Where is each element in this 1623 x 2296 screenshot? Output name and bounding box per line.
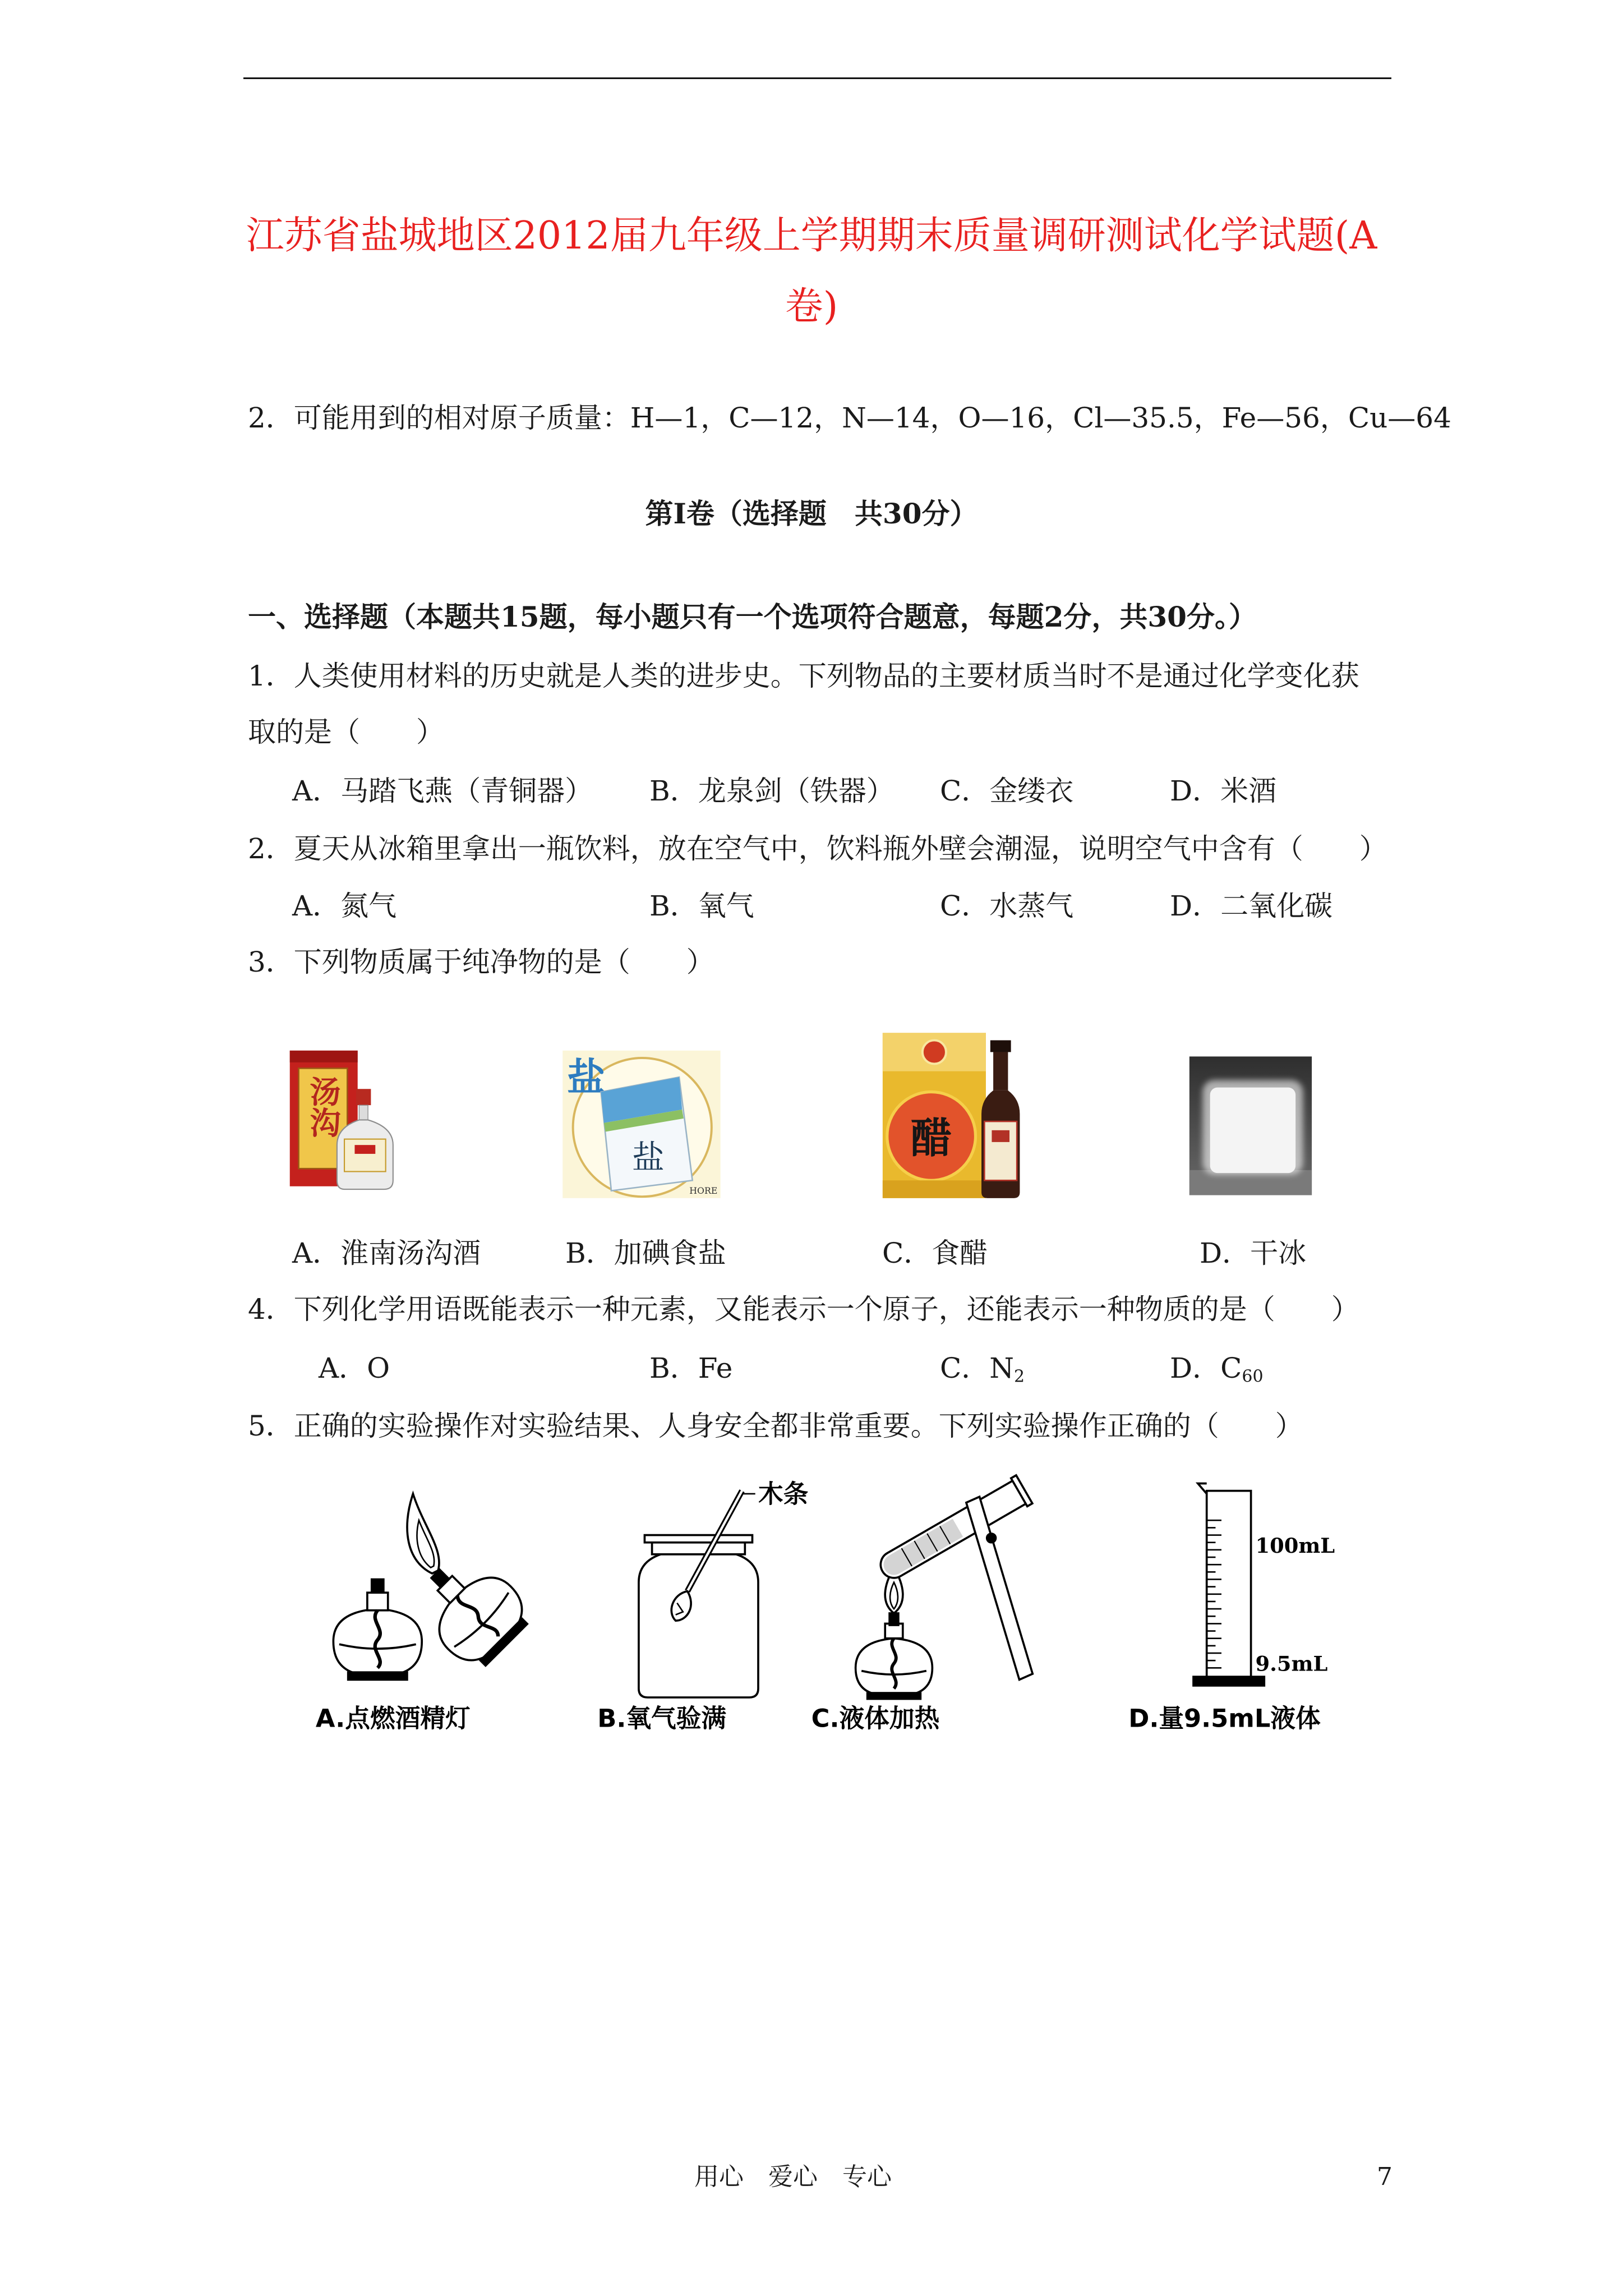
question-1-stem-line-1: 1．人类使用材料的历史就是人类的进步史。下列物品的主要材质当时不是通过化学变化获 <box>248 660 1359 692</box>
question-1-option-d: D．米酒 <box>1170 775 1277 807</box>
test-tube <box>874 1475 1032 1585</box>
option-text: B．Fe <box>649 1352 733 1384</box>
photo-a-liquor <box>290 1051 393 1189</box>
option-text: A．O <box>319 1352 390 1384</box>
question-4-option-c <box>940 1351 1025 1385</box>
vinegar-box-text: 醋 <box>910 1114 952 1163</box>
section-heading: 一、选择题（本题共15题，每小题只有一个选项符合题意，每题2分，共30分。） <box>248 600 1257 633</box>
question-4-option-d <box>1170 1351 1264 1385</box>
salt-brand-text: HORE <box>689 1185 718 1196</box>
glass-plate <box>644 1535 752 1543</box>
question-4-option-b <box>649 1351 732 1385</box>
salt-corner-text: 盐 <box>567 1055 606 1100</box>
atomic-mass-note: 2．可能用到的相对原子质量：H—1，C—12，N—14，O—16，Cl—35.5，Fe—56，Cu—64 <box>248 402 1451 434</box>
option-text: C．N <box>940 1352 1015 1384</box>
dry-ice-block <box>1210 1088 1296 1174</box>
question-1-option-c: C．金缕衣 <box>940 775 1074 807</box>
question-3-option-a: A．淮南汤沟酒 <box>292 1237 481 1269</box>
question-3-stem: 3．下列物质属于纯净物的是（ ） <box>248 946 714 978</box>
alcohol-lamp <box>856 1567 933 1699</box>
question-3-photos <box>266 1018 1343 1217</box>
question-3-option-d: D．干冰 <box>1200 1237 1307 1269</box>
question-5-diagrams <box>295 1469 1357 1742</box>
diagram-a-lighting-lamp <box>333 1494 537 1680</box>
question-1-stem-line-2: 取的是（ ） <box>248 716 444 748</box>
test-tube-holder <box>966 1497 1032 1680</box>
photo-c-vinegar <box>883 1033 1020 1198</box>
diagram-b-oxygen-test <box>639 1479 808 1697</box>
bottle-cap <box>356 1089 371 1105</box>
formula-subscript: 2 <box>1014 1366 1025 1387</box>
salt-bag-text: 盐 <box>631 1138 665 1177</box>
diagram-c-caption: C.液体加热 <box>811 1703 940 1733</box>
diagram-d-caption: D.量9.5mL液体 <box>1128 1703 1321 1733</box>
option-text: D．C <box>1170 1352 1242 1384</box>
liquor-box-text: 汤沟 <box>304 1075 341 1138</box>
question-2-option-b: B．氧气 <box>649 890 754 922</box>
photo-d-dry-ice <box>1189 1056 1312 1195</box>
question-3-option-c: C．食醋 <box>882 1237 988 1269</box>
question-2-option-c: C．水蒸气 <box>940 890 1074 922</box>
cylinder-base <box>1193 1677 1264 1686</box>
photo-b-salt <box>562 1051 720 1198</box>
header-rule <box>243 77 1391 79</box>
alcohol-lamp-upright <box>333 1579 422 1680</box>
page-number: 7 <box>1377 2162 1393 2191</box>
cylinder-tube <box>1207 1491 1251 1680</box>
stick-label: 木条 <box>758 1479 809 1509</box>
question-2-option-d: D．二氧化碳 <box>1170 890 1333 922</box>
diagram-b-caption: B.氧气验满 <box>597 1703 727 1733</box>
question-5-stem: 5．正确的实验操作对实验结果、人身安全都非常重要。下列实验操作正确的（ ） <box>248 1410 1303 1442</box>
mark-9-5ml: 9.5mL <box>1255 1651 1328 1676</box>
formula-subscript: 60 <box>1242 1366 1264 1387</box>
question-2-option-a: A．氮气 <box>292 890 397 922</box>
question-3-option-b: B．加碘食盐 <box>565 1237 726 1269</box>
footer-motto: 用心 爱心 专心 <box>694 2162 892 2191</box>
question-4-option-a <box>319 1351 390 1385</box>
part-heading: 第Ⅰ卷（选择题 共30分） <box>645 497 978 530</box>
diagram-d-graduated-cylinder <box>1193 1483 1335 1685</box>
mark-100ml: 100mL <box>1255 1533 1335 1558</box>
diagram-c-heating-liquid <box>856 1475 1033 1699</box>
question-1-option-b: B．龙泉剑（铁器） <box>649 775 895 807</box>
question-2-stem: 2．夏天从冰箱里拿出一瓶饮料，放在空气中，饮料瓶外壁会潮湿，说明空气中含有（ ） <box>248 832 1387 865</box>
question-4-stem: 4．下列化学用语既能表示一种元素，又能表示一个原子，还能表示一种物质的是（ ） <box>248 1293 1359 1326</box>
page-title-line-1: 江苏省盐城地区2012届九年级上学期期末质量调研测试化学试题(A <box>246 214 1377 258</box>
question-1-option-a: A．马踏飞燕（青铜器） <box>292 775 593 807</box>
diagram-a-caption: A.点燃酒精灯 <box>315 1703 471 1733</box>
page-title-line-2: 卷) <box>785 284 838 329</box>
